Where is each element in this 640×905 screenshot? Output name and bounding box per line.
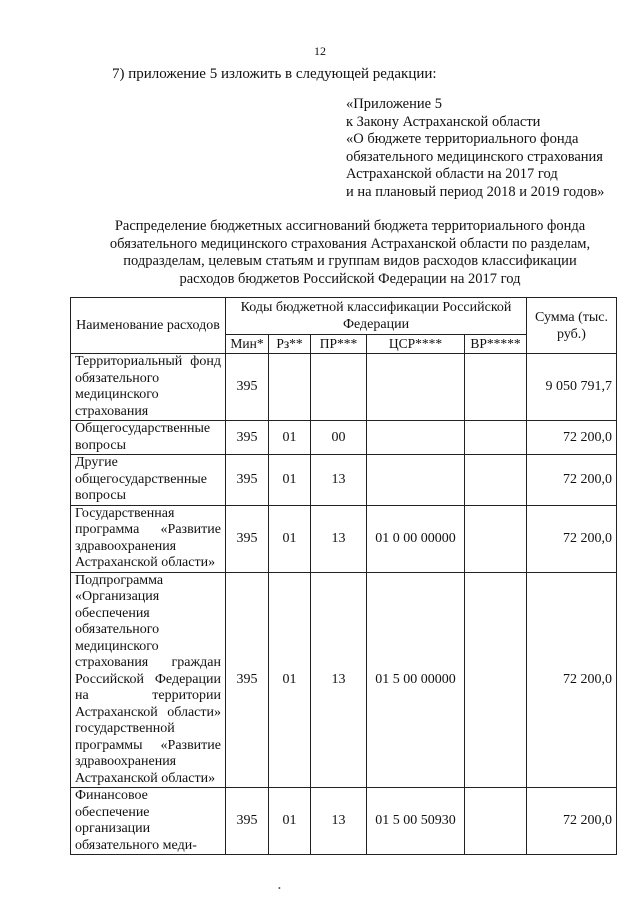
row-sum: 72 200,0 bbox=[527, 455, 617, 506]
appendix-line: «Приложение 5 bbox=[346, 96, 442, 112]
appendix-line: и на плановый период 2018 и 2019 годов» bbox=[346, 183, 605, 200]
row-csr: 01 5 00 50930 bbox=[367, 788, 465, 855]
row-csr bbox=[367, 455, 465, 506]
row-name: Финансовое обеспечение организации обязательного меди- bbox=[71, 788, 226, 855]
appendix-line: «О бюджете территориального фонда bbox=[346, 131, 579, 147]
table-row bbox=[71, 505, 617, 572]
row-pr: 00 bbox=[311, 421, 367, 455]
header-pr: ПР*** bbox=[311, 335, 367, 354]
header-rz: Рз** bbox=[269, 335, 311, 354]
appendix-line: обязательного медицинского страхования bbox=[346, 148, 603, 165]
table-row bbox=[71, 572, 617, 788]
row-min: 395 bbox=[226, 572, 269, 788]
row-rz: 01 bbox=[269, 572, 311, 788]
row-pr bbox=[311, 354, 367, 421]
document-heading bbox=[60, 218, 640, 288]
row-vr bbox=[465, 421, 527, 455]
heading-line: подразделам, целевым статьям и группам видов расходов классификации bbox=[123, 253, 577, 269]
row-csr: 01 0 00 00000 bbox=[367, 505, 465, 572]
budget-table bbox=[70, 297, 617, 855]
row-rz: 01 bbox=[269, 505, 311, 572]
table-row bbox=[71, 354, 617, 421]
page-mark: • bbox=[278, 884, 281, 893]
row-pr: 13 bbox=[311, 572, 367, 788]
instruction-text: 7) приложение 5 изложить в следующей редакции: bbox=[112, 66, 437, 82]
row-name: Другие общегосударственные вопросы bbox=[71, 455, 226, 506]
page-number: 12 bbox=[314, 44, 326, 58]
row-vr bbox=[465, 505, 527, 572]
heading-line: обязательного медицинского страхования Астраханской области по разделам, bbox=[109, 235, 591, 252]
header-codes: Коды бюджетной классификации Российской Федерации bbox=[226, 298, 527, 335]
header-sum: Сумма (тыс. руб.) bbox=[527, 298, 617, 354]
row-name: Подпрограмма «Организация обеспечения обязательного медицинского страхования граждан Российской Федерации на территории Астраханской области» государственной программы «Развитие здравоохранения Астраханской области» bbox=[71, 572, 226, 788]
row-min: 395 bbox=[226, 421, 269, 455]
table-row bbox=[71, 421, 617, 455]
row-sum: 9 050 791,7 bbox=[527, 354, 617, 421]
row-csr: 01 5 00 00000 bbox=[367, 572, 465, 788]
row-name: Общегосударственные вопросы bbox=[71, 421, 226, 455]
row-vr bbox=[465, 354, 527, 421]
row-rz: 01 bbox=[269, 455, 311, 506]
row-rz bbox=[269, 354, 311, 421]
table-row bbox=[71, 788, 617, 855]
row-vr bbox=[465, 572, 527, 788]
row-name: Государственная программа «Развитие здравоохранения Астраханской области» bbox=[71, 505, 226, 572]
row-vr bbox=[465, 788, 527, 855]
appendix-line: к Закону Астраханской области bbox=[346, 113, 541, 130]
row-csr bbox=[367, 354, 465, 421]
heading-line: Распределение бюджетных ассигнований бюджета территориального фонда bbox=[114, 218, 586, 234]
row-rz: 01 bbox=[269, 421, 311, 455]
header-vr: ВР***** bbox=[465, 335, 527, 354]
row-pr: 13 bbox=[311, 455, 367, 506]
row-sum: 72 200,0 bbox=[527, 788, 617, 855]
row-rz: 01 bbox=[269, 788, 311, 855]
row-min: 395 bbox=[226, 455, 269, 506]
row-sum: 72 200,0 bbox=[527, 505, 617, 572]
row-vr bbox=[465, 455, 527, 506]
appendix-reference bbox=[346, 96, 604, 201]
appendix-line: Астраханской области на 2017 год bbox=[346, 166, 558, 182]
header-csr: ЦСР**** bbox=[367, 335, 465, 354]
row-sum: 72 200,0 bbox=[527, 572, 617, 788]
header-name: Наименование расходов bbox=[71, 298, 226, 354]
row-pr: 13 bbox=[311, 505, 367, 572]
row-min: 395 bbox=[226, 788, 269, 855]
row-min: 395 bbox=[226, 354, 269, 421]
header-min: Мин* bbox=[226, 335, 269, 354]
row-name: Территориальный фонд обязательного медицинского страхования bbox=[71, 354, 226, 421]
table-row bbox=[71, 455, 617, 506]
heading-line: расходов бюджетов Российской Федерации на 2017 год bbox=[179, 270, 521, 287]
row-sum: 72 200,0 bbox=[527, 421, 617, 455]
row-pr: 13 bbox=[311, 788, 367, 855]
row-csr bbox=[367, 421, 465, 455]
row-min: 395 bbox=[226, 505, 269, 572]
